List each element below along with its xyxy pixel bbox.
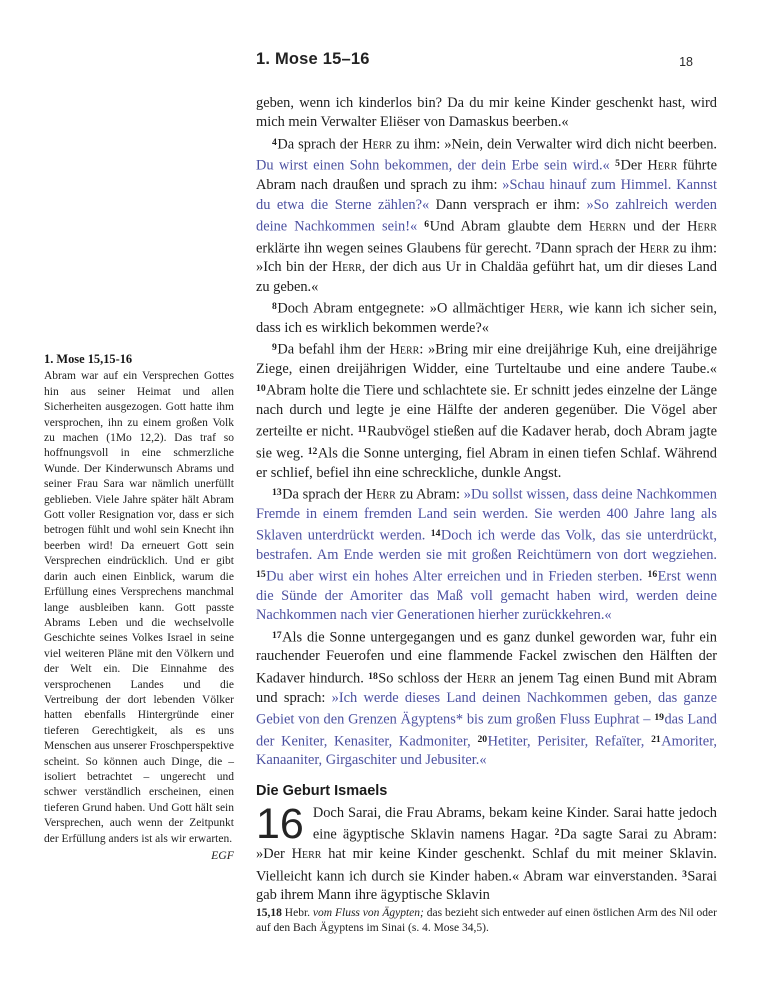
verse-number: 9: [272, 342, 277, 354]
section-heading: Die Geburt Ismaels: [256, 782, 388, 799]
commentary-body: Abram war auf ein Versprechen Gottes hin aus seiner Heimat und allen Sicherheiten ausgezogen. Gott hatte ihm versprochen, ihn zu einem großen Volk zu machen (1Mo 12,2). Das traf so hoffnungsvoll in eine schmerzliche Wunde. Der Kinderwunsch Abrams und seiner Frau Sara war nämlich unerfüllt geblieben. Viele Jahre später hält Abram Gott voller Resignation vor, dass er sich betrogen fühlt und wohl sein Knecht ihn beerben wird! Da erneuert Gott sein Versprechen eindrücklich. Und er gibt darin auch einen Einblick, warum die Erfüllung eines Versprechens manchmal lange ausbleiben kann. Gott passte Abrams Leben und die wechselvolle Geschichte seines Volkes Israel in seine viel weiteren Pläne mit den Völkern und der Welt ein. Die Einnahme des versprochenen Landes und die Vertreibung der dort lebenden Völker hatten ebenfalls Hintergründe einer tieferen Gerechtigkeit, als es uns Menschen aus unserer Froschperspektive scheint. So können auch Dinge, die – isoliert betrachtet – ungerecht und schwer verständlich erscheinen, einen tieferen Grund haben. Und Gott hält sein Versprechen, auch wenn der Zeitpunkt der Erfüllung anders ist als wir erwarten.: [44, 370, 234, 845]
chapter-16-paragraph: [256, 800, 717, 906]
divine-speech-text: das Land der Keniter, Kenasiter, Kadmoniter,: [256, 711, 717, 749]
page-number: 18: [679, 55, 693, 69]
divine-speech-text: Erst wenn die Sünde der Amoriter das Maß voll gemacht haben wird, werden deine Nachkommen nach vier Generationen hierher zurückkehren.«: [256, 568, 717, 624]
scripture-text: , der dich aus Ur in Chaldäa geführt hat, um dir dieses Land zu geben.«: [256, 259, 717, 295]
verse-number: 8: [272, 301, 277, 313]
verse-number: 4: [272, 136, 277, 148]
scripture-text: Der: [620, 157, 648, 174]
scripture-text: Als die Sonne unterging, fiel Abram in einen tiefen Schlaf. Während er schlief, befiel ihn eine schreckliche, dunkle Angst.: [256, 445, 717, 481]
divine-speech-text: Du aber wirst ein hohes Alter erreichen und in Frieden sterben.: [266, 568, 648, 585]
scripture-text: Raubvögel stießen auf die Kadaver herab, doch Abram jagte sie weg.: [256, 423, 717, 462]
verse-number: 16: [647, 569, 658, 581]
verse-number: 13: [272, 487, 282, 499]
verse-number: 11: [357, 424, 367, 436]
scripture-text: Herr: [291, 846, 322, 863]
divine-speech-text: »Du sollst wissen, dass deine Nachkommen Fremde in einem fremden Land sein werden. Sie werden 400 Jahre lang als Sklaven unterdrückt werden.: [256, 486, 718, 544]
scripture-text: Hebr.: [281, 906, 313, 919]
scripture-text: Herr: [362, 136, 393, 153]
scripture-text: , wie kann ich sicher sein, dass ich es wirklich bekommen werde?«: [256, 300, 717, 336]
bible-paragraph: [256, 94, 717, 133]
verse-number: 3: [682, 868, 687, 880]
scripture-text: Als die Sonne untergegangen und es ganz dunkel geworden war, fuhr ein rauchender Feuerofen und eine flammende Fackel zwischen den Hälften der Kadaver hindurch.: [256, 629, 717, 687]
scripture-text: hat mir keine Kinder geschenkt. Schlaf du mit meiner Sklavin. Vielleicht kann ich durch sie Kinder haben.« Abram war einverstanden.: [256, 846, 717, 884]
scripture-text: zu Abram:: [395, 486, 464, 503]
scripture-text: vom Fluss von Ägypten;: [312, 906, 424, 919]
verse-number: 20: [477, 733, 488, 745]
scripture-text: Sarai gab ihrem Mann ihre ägyptische Sklavin: [256, 867, 717, 904]
scripture-text: und der: [625, 218, 688, 235]
scripture-text: zu ihm: »Nein, dein Verwalter wird dich nicht beerben.: [392, 136, 717, 153]
bible-paragraph: [256, 338, 717, 483]
commentary-signature: EGF: [211, 848, 234, 862]
scripture-text: Da sprach der: [282, 486, 367, 503]
running-header-title: 1. Mose 15–16: [256, 50, 370, 68]
scripture-text: Abram holte die Tiere und schlachtete sie. Er schnitt jedes einzelne der Länge nach durch und legte je eine Hälfte der anderen gegenüber. Die Vögel aber zerteilte er nicht.: [256, 382, 717, 440]
scripture-text: Dann versprach er ihm:: [429, 196, 587, 213]
verse-number: 10: [256, 383, 266, 395]
verse-number: 15: [256, 569, 266, 581]
divine-speech-text: »Ich werde dieses Land deinen Nachkommen geben, das ganze Gebiet von den Grenzen Ägyptens* bis zum großen Fluss Euphrat –: [256, 689, 717, 728]
commentary-sidebar: [44, 352, 234, 863]
verse-number: 12: [307, 446, 318, 458]
divine-speech-text: »Schau hinauf zum Himmel. Kannst du etwa die Sterne zählen?«: [256, 177, 717, 213]
verse-number: 6: [424, 218, 430, 230]
scripture-text: Da sagte Sarai zu Abram: »Der: [256, 826, 717, 863]
scripture-text: Herr: [466, 670, 497, 687]
scripture-text: : »Bring mir eine dreijährige Kuh, eine dreijährige Ziege, einen dreijährigen Widder, eine Turteltaube und eine andere Taube.«: [256, 341, 717, 377]
scripture-column: [256, 94, 717, 936]
scripture-text: Herr: [389, 341, 420, 358]
scripture-text: an jenem Tag einen Bund mit Abram und sprach:: [256, 670, 717, 706]
scripture-text: Herr: [639, 239, 670, 256]
bible-paragraph: [256, 297, 717, 338]
commentary-heading: 1. Mose 15,15-16: [44, 352, 133, 366]
verse-number: 21: [651, 733, 661, 745]
verse-number: 14: [430, 528, 441, 540]
scripture-text: führte Abram nach draußen und sprach zu ihm:: [256, 157, 717, 194]
scripture-text: Doch Sarai, die Frau Abrams, bekam keine Kinder. Sarai hatte jedoch eine ägyptische Sklavin namens Hagar.: [312, 805, 717, 843]
scripture-text: Da sprach der: [277, 136, 363, 153]
scripture-text: geben, wenn ich kinderlos bin? Da du mir keine Kinder geschenkt hast, wird mich mein Verwalter Eliëser von Damaskus beerben.«: [256, 95, 717, 131]
scripture-text: zu ihm: »Ich bin der: [256, 239, 717, 276]
footnote: [256, 906, 717, 936]
verse-number: 17: [272, 629, 282, 641]
bible-paragraph: [256, 483, 717, 626]
scripture-text: So schloss der: [378, 670, 467, 687]
scripture-text: Doch Abram entgegnete: »O allmächtiger: [277, 300, 530, 317]
scripture-text: Herr: [366, 486, 396, 503]
bible-paragraph: [256, 626, 717, 771]
scripture-text: Dann sprach der: [540, 239, 640, 256]
bible-paragraph: [256, 133, 717, 297]
verse-number: 2: [554, 827, 560, 839]
verse-number: 19: [654, 711, 664, 723]
divine-speech-text: Du wirst einen Sohn bekommen, der dein Erbe sein wird.«: [256, 157, 610, 174]
divine-speech-text: Hetiter, Perisiter, Refaïter,: [487, 732, 652, 749]
scripture-text: Herrn: [588, 218, 626, 235]
scripture-text: das bezieht sich entweder auf einen östlichen Arm des Nil oder auf den Bach Ägyptens im Sinai (s. 4. Mose 34,5).: [256, 906, 717, 934]
scripture-text: Und Abram glaubte dem: [429, 218, 589, 235]
divine-speech-text: »So zahlreich werden deine Nachkommen sein!«: [256, 196, 717, 235]
verse-number: 18: [368, 670, 378, 682]
scripture-text: Herr: [687, 218, 717, 235]
scripture-text: erklärte ihn wegen seines Glaubens für gerecht.: [256, 239, 536, 256]
scripture-text: Herr: [647, 157, 678, 174]
divine-speech-text: Amoriter, Kanaaniter, Girgaschiter und Jebusiter.«: [256, 732, 718, 769]
divine-speech-text: Doch ich werde das Volk, das sie unterdrückt, bestrafen. Am Ende werden sie mit großen Reichtümern von dort wegziehen.: [256, 527, 717, 563]
scripture-text: Herr: [331, 259, 362, 276]
chapter-number: 16: [256, 800, 304, 849]
scripture-text: Herr: [529, 300, 560, 317]
verse-number: 5: [615, 158, 620, 170]
verse-number: 7: [535, 240, 541, 252]
scripture-text: Da befahl ihm der: [277, 341, 390, 358]
scripture-text: 15,18: [256, 906, 282, 919]
